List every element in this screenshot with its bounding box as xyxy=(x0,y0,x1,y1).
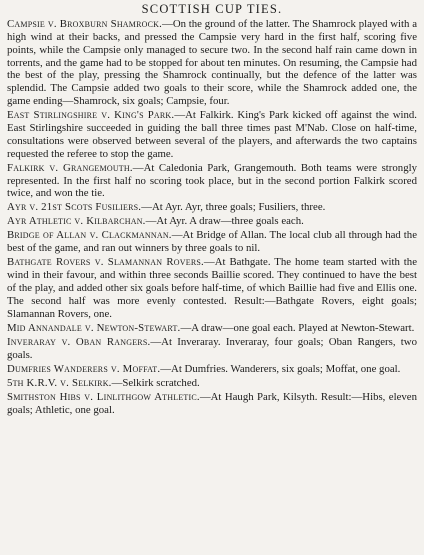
match-body: —At Haugh Park, Kilsyth. Result:—Hibs, eleven goals; Athletic, one goal. xyxy=(7,390,417,416)
match-body: —At Caledonia Park, Grangemouth. Both teams were strongly represented. In the first half no scoring took place, but in the second portion Falkirk scored twice, and won the tie. xyxy=(7,161,417,200)
match-report-inveraray-oban xyxy=(7,336,417,362)
match-body: —At Bridge of Allan. The local club all through had the best of the game, and ran out winners by three goals to nil. xyxy=(7,229,417,255)
match-body: —At Dumfries. Wanderers, six goals; Moffat, one goal. xyxy=(160,362,401,375)
match-teams: 5th K.R.V. v. Selkirk. xyxy=(7,376,112,389)
match-teams: Inveraray v. Oban Rangers. xyxy=(7,335,151,348)
match-body: —At Falkirk. King's Park kicked off against the wind. East Stirlingshire succeeded in guiding the ball three times past M'Nab. Close on half-time, consultations were observed between several of the players, and afterwards the two captains requested the referee to stop the game. xyxy=(7,109,417,160)
match-body: —At Ayr. A draw—three goals each. xyxy=(145,215,304,228)
match-body: —At Bathgate. The home team started with the wind in their favour, and within three seconds Baillie scored. They continued to have the best of the play, and added other six goals before half-time, of which Baillie had five and Ellis one. The second half was more evenly contested. Result:—Bathgate Rovers, eight goals; Slamannan Rovers, one. xyxy=(7,256,417,320)
match-teams: Ayr v. 21st Scots Fusiliers. xyxy=(7,201,142,214)
match-report-falkirk-grangemouth xyxy=(7,162,417,201)
match-report-ayr-athletic-kilbarchan xyxy=(7,215,417,228)
match-report-ayr-scots-fusiliers xyxy=(7,201,417,214)
match-teams: Mid Annandale v. Newton-Stewart. xyxy=(7,321,181,334)
match-body: —On the ground of the latter. The Shamrock played with a high wind at their backs, and pressed the Campsie very hard in the first half, scoring five points, while the Campsie only managed to secure two. In the second half rain came down in torrents, and the game had to be stopped for about ten minutes. On resuming, the Campsie had the best of the play, pressing the Shamrock continually, but the defence of the latter was splendid. The Campsie added two goals to their score, while the Shamrock added one, the game ending—Shamrock, six goals; Campsie, four. xyxy=(7,18,417,108)
match-teams: Smithston Hibs v. Linlithgow Athletic. xyxy=(7,390,200,403)
match-teams: East Stirlingshire v. King's Park. xyxy=(7,109,175,122)
match-report-dumfries-moffat xyxy=(7,363,417,376)
match-body: —At Ayr. Ayr, three goals; Fusiliers, three. xyxy=(141,201,326,214)
match-report-east-stirlingshire-kings-park xyxy=(7,109,417,160)
match-report-bridge-of-allan-clackmannan xyxy=(7,229,417,255)
match-body: —At Inveraray. Inveraray, four goals; Oban Rangers, two goals. xyxy=(7,335,417,361)
match-teams: Campsie v. Broxburn Shamrock. xyxy=(7,18,163,30)
page-heading: SCOTTISH CUP TIES. xyxy=(141,2,283,16)
match-teams: Bathgate Rovers v. Slamannan Rovers. xyxy=(7,256,204,269)
match-report-smithston-linlithgow xyxy=(7,391,417,417)
match-teams: Bridge of Allan v. Clackmannan. xyxy=(7,229,172,242)
match-report-campsie-broxburn xyxy=(7,18,417,108)
match-teams: Ayr Athletic v. Kilbarchan. xyxy=(7,215,146,228)
match-body: —A draw—one goal each. Played at Newton-Stewart. xyxy=(180,321,415,334)
match-teams: Dumfries Wanderers v. Moffat. xyxy=(7,362,161,375)
match-report-bathgate-slamannan xyxy=(7,256,417,320)
match-teams: Falkirk v. Grangemouth. xyxy=(7,161,133,174)
match-report-krv-selkirk xyxy=(7,377,417,390)
match-report-mid-annandale-newton-stewart xyxy=(7,322,417,335)
match-body: —Selkirk scratched. xyxy=(111,376,200,389)
